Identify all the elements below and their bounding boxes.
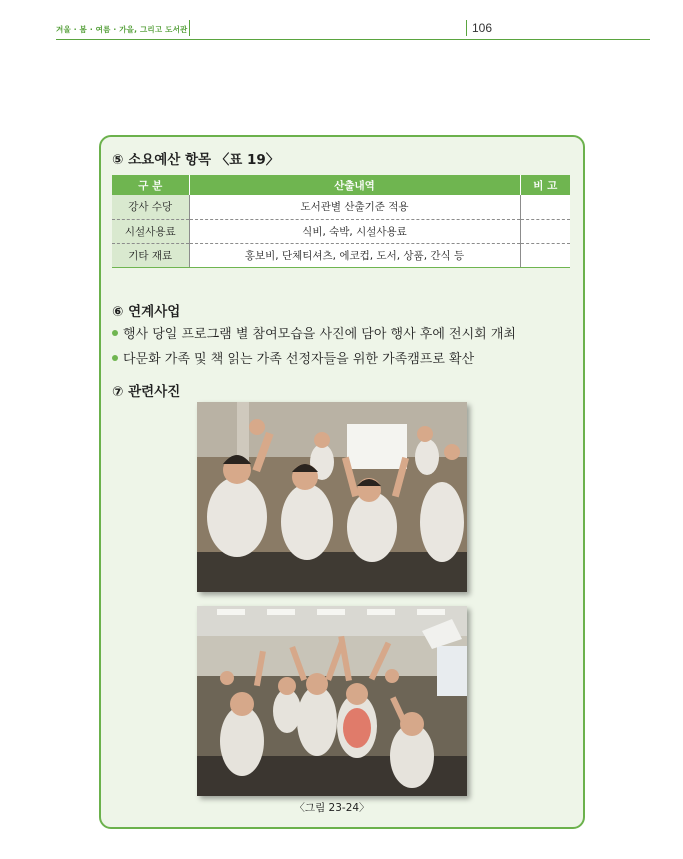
header-divider xyxy=(189,20,190,36)
bullet-icon xyxy=(112,355,118,361)
running-title: 겨울 · 봄 · 여름 · 가을, 그리고 도서관 xyxy=(56,25,188,34)
photo-image xyxy=(197,402,467,592)
photos-title: ⑦ 관련사진 xyxy=(112,384,181,400)
bullet-icon xyxy=(112,330,118,336)
row-category: 기타 재료 xyxy=(112,243,189,267)
row-note xyxy=(520,219,570,243)
table-row xyxy=(112,243,570,267)
related-title: ⑥ 연계사업 xyxy=(112,304,181,320)
table-header-row xyxy=(112,175,570,195)
header-detail: 산출내역 xyxy=(189,175,520,195)
figure-caption: 〈그림 23-24〉 xyxy=(294,802,370,814)
header-divider xyxy=(466,20,467,36)
budget-table xyxy=(112,175,570,268)
row-note xyxy=(520,195,570,219)
header-category: 구 분 xyxy=(112,175,189,195)
budget-title: ⑤ 소요예산 항목 〈표 19〉 xyxy=(112,152,280,168)
row-detail: 식비, 숙박, 시설사용료 xyxy=(189,219,520,243)
page-header xyxy=(56,18,650,40)
row-detail: 홍보비, 단체티셔츠, 에코컵, 도서, 상품, 간식 등 xyxy=(189,243,520,267)
row-category: 시설사용료 xyxy=(112,219,189,243)
list-item-text: 다문화 가족 및 책 읽는 가족 선정자들을 위한 가족캠프로 확산 xyxy=(123,352,475,367)
table-row xyxy=(112,195,570,219)
row-category: 강사 수당 xyxy=(112,195,189,219)
row-note xyxy=(520,243,570,267)
event-photo-2 xyxy=(197,606,467,796)
event-photo-1 xyxy=(197,402,467,592)
list-item-text: 행사 당일 프로그램 별 참여모습을 사진에 담아 행사 후에 전시회 개최 xyxy=(123,327,516,342)
list-item xyxy=(112,348,474,367)
row-detail: 도서관별 산출기준 적용 xyxy=(189,195,520,219)
list-item xyxy=(112,323,516,342)
page-number: 106 xyxy=(472,21,493,35)
table-row xyxy=(112,219,570,243)
header-note: 비 고 xyxy=(520,175,570,195)
photo-image xyxy=(197,606,467,796)
